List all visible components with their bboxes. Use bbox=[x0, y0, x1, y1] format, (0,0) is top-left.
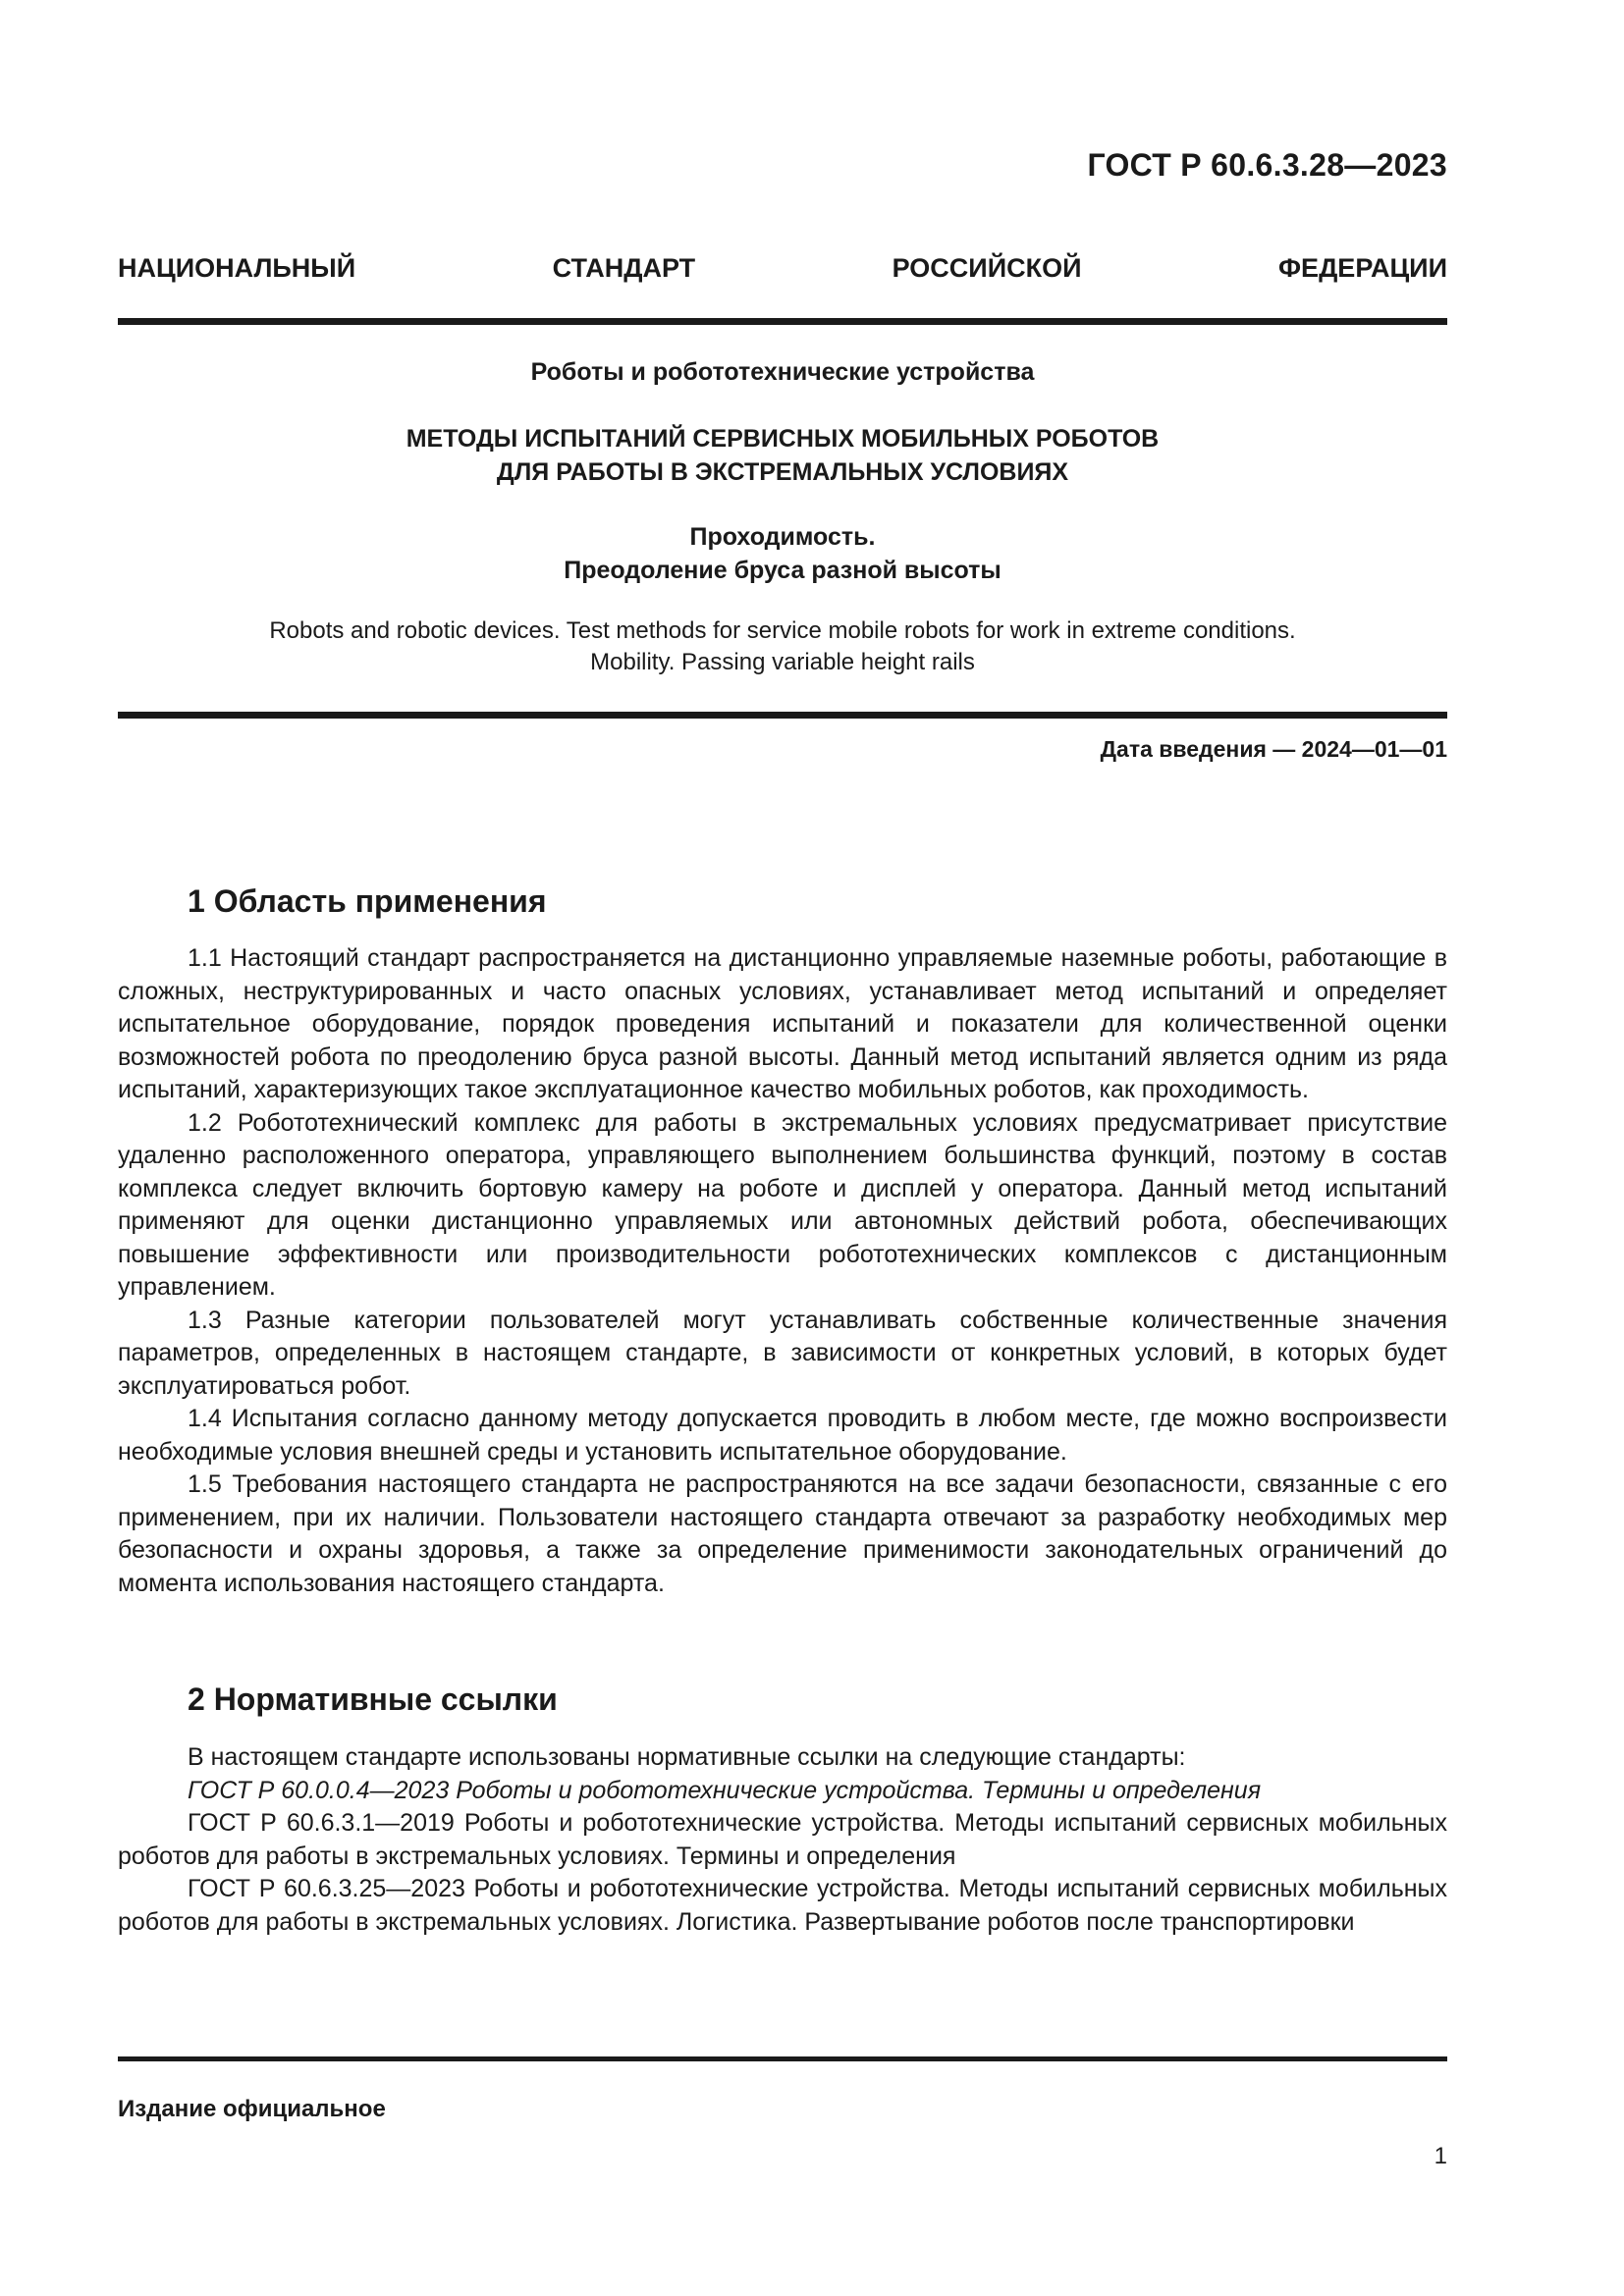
introduction-date: Дата введения — 2024—01—01 bbox=[1100, 736, 1447, 762]
aspect-line: Преодоление бруса разной высоты bbox=[564, 557, 1001, 584]
footer-divider bbox=[118, 2056, 1447, 2061]
english-title-line: Mobility. Passing variable height rails bbox=[590, 649, 975, 675]
paragraph-1-4: 1.4 Испытания согласно данному методу допускается проводить в любом месте, где можно воспроизвести необходимые условия внешней среды и установить испытательное оборудование. bbox=[118, 1405, 1447, 1466]
references-intro: В настоящем стандарте использованы нормативные ссылки на следующие стандарты: bbox=[188, 1743, 1186, 1771]
header-divider bbox=[118, 318, 1447, 325]
paragraph-1-1: 1.1 Настоящий стандарт распространяется на дистанционно управляемые наземные роботы, работающие в сложных, неструктурированных и часто опасных условиях, устанавливает метод испытаний и определяет испытательное оборудование, порядок проведения испытаний и показатели для количественной оценки возможностей робота по преодолению бруса разной высоты. Данный метод испытаний является одним из ряда испытаний, характеризующих такое эксплуатационное качество мобильных роботов, как проходимость. bbox=[118, 944, 1447, 1103]
page-number: 1 bbox=[1434, 2143, 1447, 2169]
english-title-line: Robots and robotic devices. Test methods for service mobile robots for work in extreme conditions. bbox=[269, 617, 1296, 644]
reference-item: ГОСТ Р 60.6.3.25—2023 Роботы и робототехнические устройства. Методы испытаний сервисных мобильных роботов для работы в экстремальных условиях. Логистика. Развертывание роботов после транспортировки bbox=[118, 1875, 1447, 1936]
section-2-body bbox=[118, 1741, 1447, 1939]
aspect-line: Проходимость. bbox=[689, 523, 876, 551]
reference-item: ГОСТ Р 60.0.0.4—2023 Роботы и робототехнические устройства. Термины и определения bbox=[188, 1776, 1262, 1804]
national-title-word: ФЕДЕРАЦИИ bbox=[1278, 253, 1447, 283]
paragraph-1-5: 1.5 Требования настоящего стандарта не распространяются на все задачи безопасности, связанные с его применением, при их наличии. Пользователи настоящего стандарта отвечают за разработку необходимых мер безопасности и охраны здоровья, а также за определение применимости законодательных ограничений до момента использования настоящего стандарта. bbox=[118, 1470, 1447, 1597]
document-number: ГОСТ Р 60.6.3.28—2023 bbox=[1087, 147, 1447, 183]
paragraph-1-3: 1.3 Разные категории пользователей могут устанавливать собственные количественные значения параметров, определенных в настоящем стандарте, в зависимости от конкретных условий, в которых будет эксплуатироваться робот. bbox=[118, 1306, 1447, 1400]
section-2-heading: 2 Нормативные ссылки bbox=[188, 1682, 558, 1717]
national-title-word: РОССИЙСКОЙ bbox=[892, 253, 1082, 283]
national-title-word: СТАНДАРТ bbox=[552, 253, 696, 283]
standard-aspect-title bbox=[118, 520, 1447, 587]
official-edition-label: Издание официальное bbox=[118, 2096, 386, 2122]
main-title-line: ДЛЯ РАБОТЫ В ЭКСТРЕМАЛЬНЫХ УСЛОВИЯХ bbox=[496, 458, 1069, 486]
section-1-heading: 1 Область применения bbox=[188, 883, 547, 919]
standard-main-title bbox=[118, 422, 1447, 489]
english-title bbox=[118, 615, 1447, 678]
national-title-word: НАЦИОНАЛЬНЫЙ bbox=[118, 253, 356, 283]
reference-item: ГОСТ Р 60.6.3.1—2019 Роботы и робототехнические устройства. Методы испытаний сервисных мобильных роботов для работы в экстремальных условиях. Термины и определения bbox=[118, 1809, 1447, 1870]
section-1-body bbox=[118, 942, 1447, 1600]
national-standard-title bbox=[118, 253, 1447, 284]
title-divider bbox=[118, 712, 1447, 719]
paragraph-1-2: 1.2 Робототехнический комплекс для работы в экстремальных условиях предусматривает присутствие удаленно расположенного оператора, управляющего выполнением большинства функций, поэтому в состав комплекса следует включить бортовую камеру на роботе и дисплей у оператора. Данный метод испытаний применяют для оценки дистанционно управляемых или автономных действий робота, обеспечивающих повышение эффективности или производительности робототехнических комплексов с дистанционным управлением. bbox=[118, 1108, 1447, 1301]
main-title-line: МЕТОДЫ ИСПЫТАНИЙ СЕРВИСНЫХ МОБИЛЬНЫХ РОБОТОВ bbox=[406, 425, 1160, 453]
standard-subject: Роботы и робототехнические устройства bbox=[530, 358, 1035, 386]
